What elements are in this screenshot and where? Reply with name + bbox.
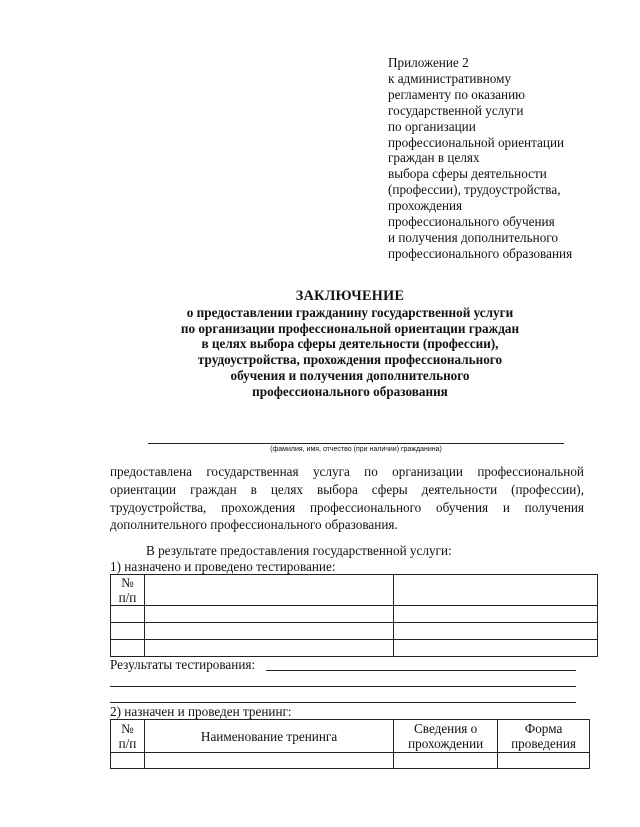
col-number-header — [111, 720, 145, 753]
appendix-line: регламенту по оказанию — [388, 86, 525, 102]
table-cell[interactable] — [111, 623, 145, 640]
results-line[interactable] — [266, 670, 576, 671]
table-cell[interactable] — [394, 575, 598, 606]
col-training-name-header: Наименование тренинга — [144, 720, 393, 753]
table-row — [111, 640, 598, 657]
table-cell[interactable] — [394, 606, 598, 623]
table-cell[interactable] — [394, 753, 498, 769]
table-row — [111, 575, 598, 606]
appendix-line: (профессии), трудоустройства, — [388, 182, 561, 198]
appendix-line: профессионального обучения — [388, 214, 555, 230]
title-line: профессионального образования — [252, 383, 448, 399]
testing-table — [110, 574, 598, 657]
paragraph-line: предоставлена государственная услуга по организации профессиональной — [110, 464, 584, 479]
table-cell[interactable] — [111, 640, 145, 657]
table-row — [111, 623, 598, 640]
result-intro: В результате предоставления государственной услуги: — [146, 543, 452, 558]
appendix-line: граждан в целях — [388, 150, 480, 166]
results-label: Результаты тестирования: — [110, 657, 256, 672]
col-number-symbol: № — [121, 575, 134, 590]
training-table — [110, 719, 590, 769]
appendix-line: прохождения — [388, 198, 463, 214]
table-cell[interactable] — [144, 640, 393, 657]
appendix-line: государственной услуги — [388, 102, 524, 118]
appendix-line: профессиональной ориентации — [388, 134, 565, 150]
col-number-abbr: п/п — [118, 736, 137, 751]
appendix-line: Приложение 2 — [388, 55, 469, 70]
appendix-line: по организации — [388, 118, 476, 134]
table-cell[interactable] — [394, 623, 598, 640]
header-text: прохождении — [408, 736, 484, 751]
appendix-line: и получения дополнительного — [388, 229, 558, 245]
table-row — [111, 720, 590, 753]
appendix-note — [388, 55, 628, 262]
col-number-symbol: № — [121, 721, 134, 736]
fio-blank-line — [148, 443, 564, 444]
table-cell[interactable] — [144, 623, 393, 640]
service-paragraph — [110, 463, 584, 534]
col-completion-info-header — [394, 720, 498, 753]
col-number-header — [111, 575, 145, 606]
col-number-abbr: п/п — [118, 590, 137, 605]
header-text: Форма — [524, 721, 563, 736]
table-cell[interactable] — [144, 606, 393, 623]
training-heading: 2) назначен и проведен тренинг: — [110, 704, 292, 719]
paragraph-line: дополнительного профессионального образования. — [110, 517, 398, 533]
fio-caption: (фамилия, имя, отчество (при наличии) гражданина) — [270, 446, 442, 453]
title-line: трудоустройства, прохождения профессионального — [197, 352, 503, 368]
results-line[interactable] — [110, 686, 576, 687]
paragraph-line: трудоустройства, прохождения профессионального обучения и получения — [110, 499, 584, 515]
paragraph-line: ориентации граждан в целях выбора сферы деятельности (профессии), — [110, 481, 584, 497]
testing-heading: 1) назначено и проведено тестирование: — [110, 559, 336, 574]
table-cell[interactable] — [144, 753, 393, 769]
title-line: обучения и получения дополнительного — [230, 367, 470, 383]
appendix-line: выбора сферы деятельности — [388, 166, 547, 182]
title-main: ЗАКЛЮЧЕНИЕ — [295, 288, 405, 304]
table-cell[interactable] — [111, 606, 145, 623]
table-row — [111, 753, 590, 769]
title-line: по организации профессиональной ориентации граждан — [180, 320, 520, 336]
appendix-line: к административному — [388, 70, 512, 86]
header-text: проведения — [511, 736, 576, 751]
header-text: Сведения о — [414, 721, 478, 736]
title-line: о предоставлении гражданину государственной услуги — [186, 304, 514, 320]
col-form-header — [498, 720, 590, 753]
table-cell[interactable] — [394, 640, 598, 657]
table-cell[interactable] — [498, 753, 590, 769]
document-title — [110, 289, 590, 400]
table-cell[interactable] — [111, 753, 145, 769]
table-row — [111, 606, 598, 623]
appendix-line: профессионального образования — [388, 245, 573, 261]
table-cell[interactable] — [144, 575, 393, 606]
results-line[interactable] — [110, 702, 576, 703]
title-line: в целях выбора сферы деятельности (профессии), — [201, 336, 499, 352]
